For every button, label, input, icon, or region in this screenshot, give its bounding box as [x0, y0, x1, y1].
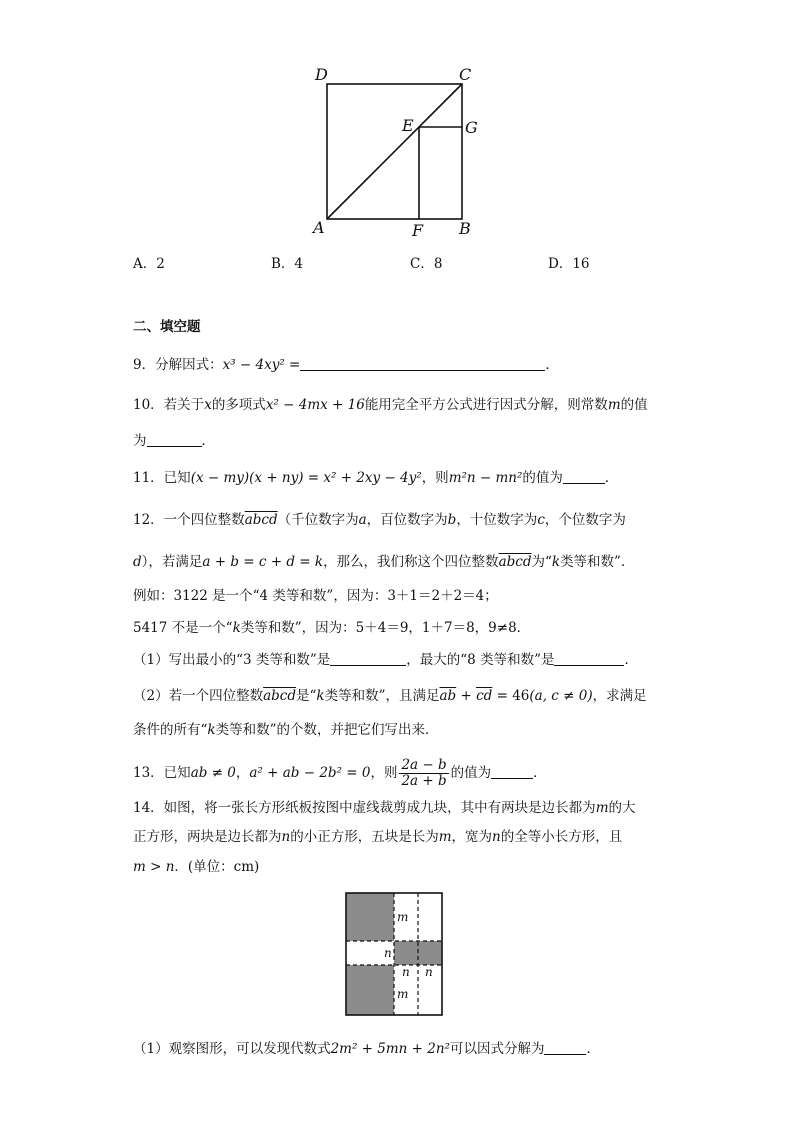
- label-C: C: [459, 65, 472, 84]
- question-14-line2: 正方形，两块是边长都为n的小正方形，五块是长为m，宽为n的全等小长方形，且: [133, 829, 623, 845]
- question-14-line1: 14．如图，将一张长方形纸板按图中虚线裁剪成九块，其中有两块是边长都为m的大: [133, 800, 636, 816]
- question-12-part2: （2）若一个四位整数abcd是“k类等和数”，且满足$\overline{ab} + \overline{cd} = 46(a$, c ≠ 0)，求满足: [133, 688, 647, 704]
- question-14-part1: （1）观察图形，可以发现代数式2m² + 5mn + 2n²可以因式分解为 ．: [133, 1041, 600, 1057]
- question-12-line2: d），若满足a + b = c + d = k，那么，我们称这个四位整数abcd为“k类等和数”．: [133, 554, 635, 570]
- label-G: G: [465, 118, 478, 137]
- q11-answer-blank[interactable]: [563, 469, 605, 484]
- question-12-part2-line2: 条件的所有“k类等和数”的个数，并把它们写出来．: [133, 722, 439, 738]
- question-12-part1: （1）写出最小的“3 类等和数”是 ，最大的“8 类等和数”是 ．: [133, 652, 638, 668]
- square-diagonal-figure: [305, 62, 495, 242]
- choice-c[interactable]: C．8: [410, 256, 443, 272]
- question-13: 13．已知ab ≠ 0，a² + ab − 2b² = 0，则 $\frac{2a - b}{2a + b}$ 的值为 ．: [133, 757, 547, 789]
- question-12-line1: 12．一个四位整数abcd（千位数字为a，百位数字为b，十位数字为c，个位数字为: [133, 512, 626, 528]
- q12-smallest-blank[interactable]: [330, 651, 406, 666]
- q9-answer-blank[interactable]: [300, 356, 545, 371]
- fig2-label-m-bottom: m: [397, 987, 409, 1001]
- small-square-right: [418, 941, 442, 965]
- label-E: E: [402, 116, 414, 135]
- choice-d[interactable]: D．16: [548, 256, 590, 272]
- large-square-top: [346, 893, 394, 941]
- question-10-line2: 为 ．: [133, 433, 215, 449]
- q10-answer-blank[interactable]: [147, 432, 202, 447]
- q13-answer-blank[interactable]: [491, 764, 533, 779]
- q14-expression: 2m² + 5mn + 2n²: [330, 1041, 450, 1057]
- small-square-center: [394, 941, 418, 965]
- q13-fraction: $\frac{2a - b}{2a + b}$: [401, 757, 447, 789]
- section-title: 二、填空题: [133, 319, 201, 335]
- label-A: A: [313, 218, 325, 237]
- q9-expression: x³ − 4xy² =: [222, 357, 301, 373]
- q12-largest-blank[interactable]: [554, 651, 624, 666]
- question-14-line3: m > n．(单位：cm): [133, 859, 260, 875]
- question-12-example2: 5417 不是一个“k类等和数”，因为：5＋4＝9，1＋7＝8，9≠8．: [133, 620, 531, 636]
- question-10-line1: 10．若关于x的多项式x² − 4mx + 16能用完全平方公式进行因式分解，则常数m的值: [133, 397, 648, 413]
- question-12-example1: 例如：3122 是一个“4 类等和数”，因为：3＋1＝2＋2＝4；: [133, 588, 498, 604]
- label-F: F: [412, 221, 424, 240]
- label-B: B: [459, 219, 471, 238]
- q10-expression: x² − 4mx + 16: [265, 397, 365, 413]
- q14-answer-blank[interactable]: [544, 1040, 586, 1055]
- fig2-label-n-left: n: [384, 946, 392, 960]
- fig2-label-n-mid2: n: [425, 965, 433, 979]
- question-11: 11．已知(x − my)(x + ny) = x² + 2xy − 4y²，则m²n − mn²的值为 ．: [133, 470, 619, 486]
- question-9: 9．分解因式：x³ − 4xy² = ．: [133, 357, 559, 373]
- cut-pattern-figure: [344, 891, 448, 1019]
- label-D: D: [315, 65, 328, 84]
- fig2-label-n-mid1: n: [402, 965, 410, 979]
- large-square-bottom: [346, 965, 394, 1015]
- choice-a[interactable]: A．2: [133, 256, 165, 272]
- fig2-label-m-top: m: [397, 910, 409, 924]
- choice-b[interactable]: B．4: [271, 256, 304, 272]
- q11-expression: (x − my)(x + ny) = x² + 2xy − 4y²: [190, 470, 422, 486]
